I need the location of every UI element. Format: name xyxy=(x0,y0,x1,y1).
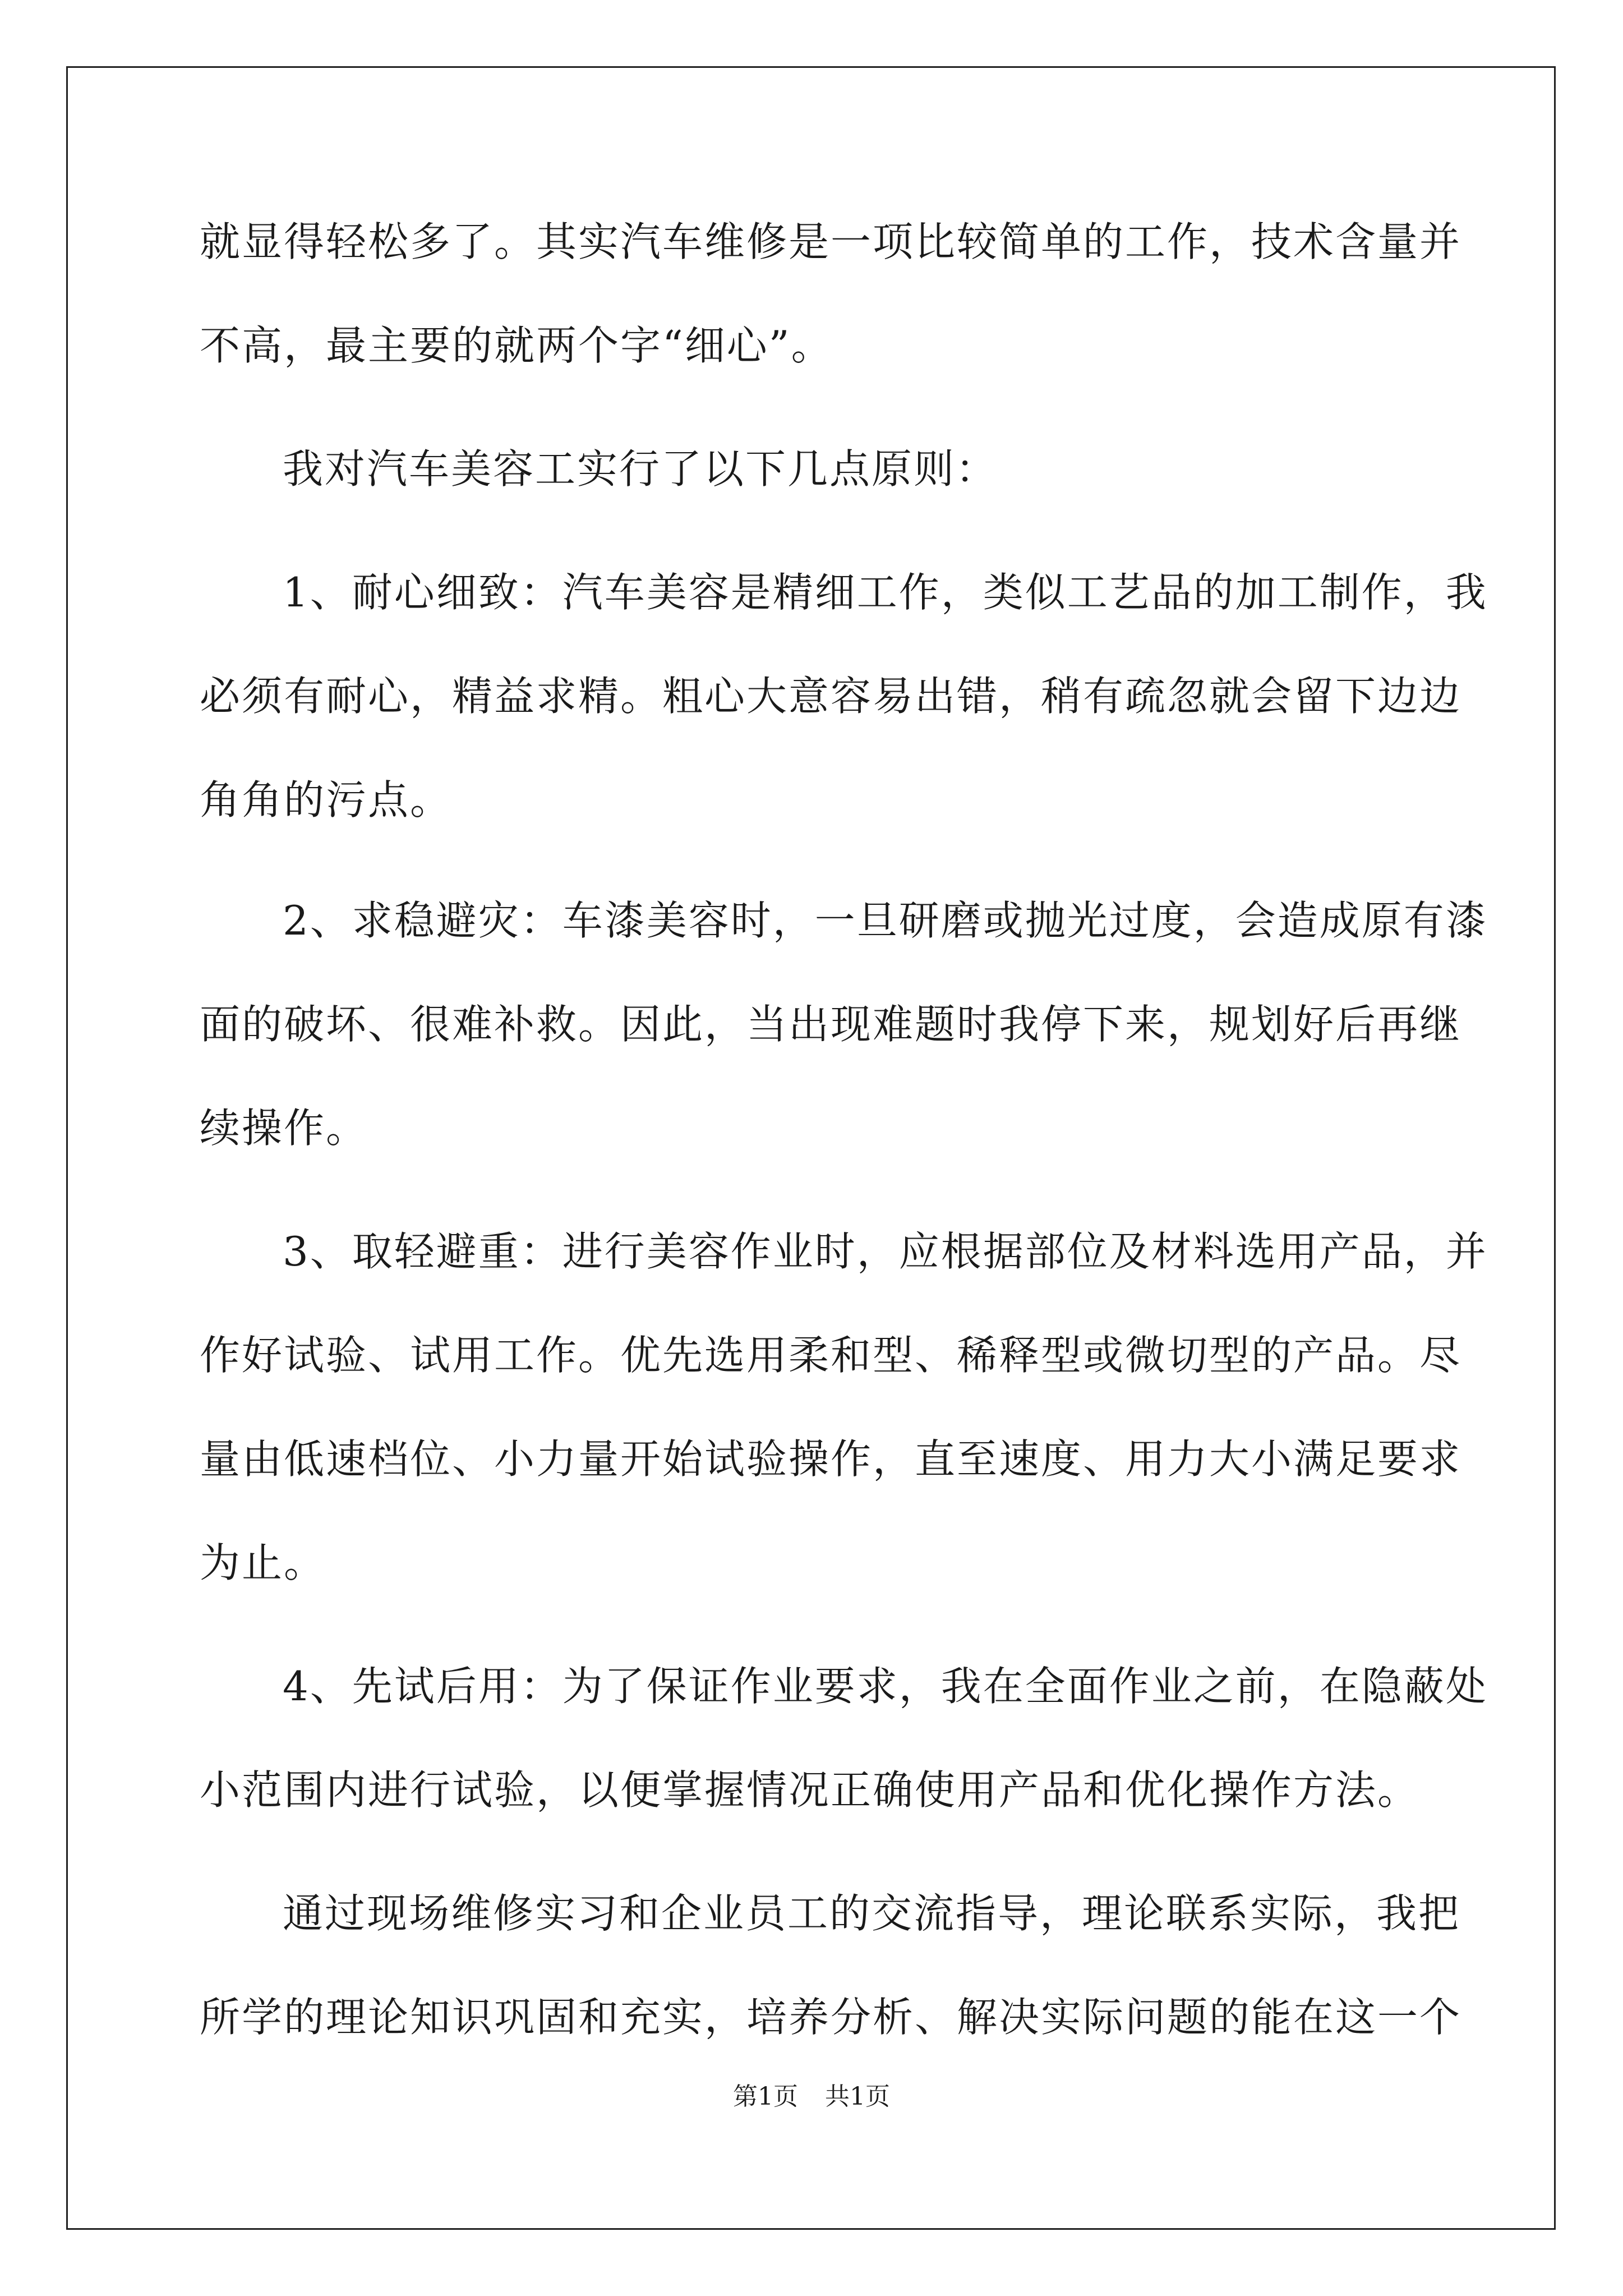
paragraph-start-line: 我对汽车美容工实行了以下几点原则： xyxy=(283,445,998,493)
text-line: 小范围内进行试验，以便掌握情况正确使用产品和优化操作方法。 xyxy=(200,1766,1420,1814)
text-line: 续操作。 xyxy=(200,1105,368,1152)
page-footer xyxy=(0,2082,1623,2111)
paragraph-start-line: 3、取轻避重：进行美容作业时，应根据部位及材料选用产品，并 xyxy=(283,1228,1488,1275)
paragraph-start-line: 通过现场维修实习和企业员工的交流指导，理论联系实际，我把 xyxy=(283,1890,1461,1937)
text-line: 必须有耐心，精益求精。粗心大意容易出错，稍有疏忽就会留下边边 xyxy=(200,673,1462,720)
page-number: 第1页 xyxy=(733,2082,798,2111)
text-line: 作好试验、试用工作。优先选用柔和型、稀释型或微切型的产品。尽 xyxy=(200,1332,1462,1379)
paragraph-start-line: 4、先试后用：为了保证作业要求，我在全面作业之前，在隐蔽处 xyxy=(283,1663,1488,1710)
page-total: 共1页 xyxy=(825,2082,890,2111)
paragraph-start-line: 1、耐心细致：汽车美容是精细工作，类似工艺品的加工制作，我 xyxy=(283,569,1488,616)
text-line: 量由低速档位、小力量开始试验操作，直至速度、用力大小满足要求 xyxy=(200,1435,1462,1483)
text-line: 角角的污点。 xyxy=(200,776,453,823)
text-line: 面的破坏、很难补救。因此，当出现难题时我停下来，规划好后再继 xyxy=(200,1001,1462,1048)
text-line: 不高，最主要的就两个字“细心”。 xyxy=(200,322,833,369)
text-line: 为止。 xyxy=(200,1539,326,1586)
text-line: 就显得轻松多了。其实汽车维修是一项比较简单的工作，技术含量并 xyxy=(200,218,1462,265)
paragraph-start-line: 2、求稳避灾：车漆美容时，一旦研磨或抛光过度，会造成原有漆 xyxy=(283,897,1488,944)
text-line: 所学的理论知识巩固和充实，培养分析、解决实际问题的能在这一个 xyxy=(200,1994,1462,2041)
